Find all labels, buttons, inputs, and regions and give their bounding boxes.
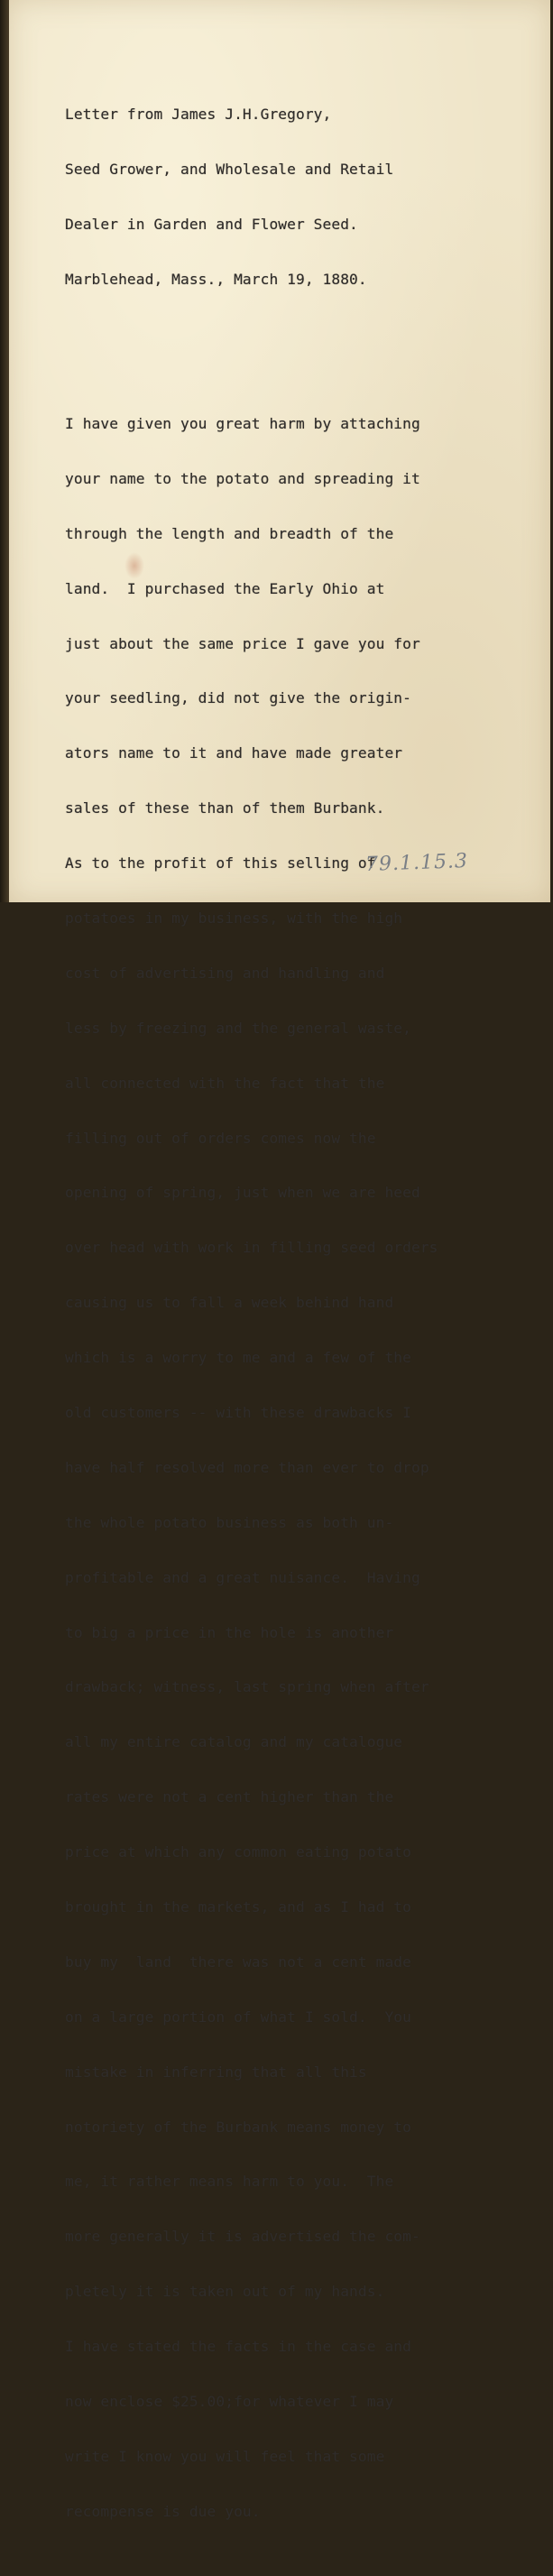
body-line: causing us to fall a week behind hand bbox=[65, 1294, 394, 1312]
body-line: on a large portion of what I sold. You bbox=[65, 2008, 411, 2026]
body-line: drawback; witness, last spring when after bbox=[65, 1678, 429, 1696]
header-line: Dealer in Garden and Flower Seed. bbox=[65, 215, 358, 233]
body-line: buy my land there was not a cent made bbox=[65, 1953, 411, 1971]
header-line: Seed Grower, and Wholesale and Retail bbox=[65, 161, 394, 179]
body-line: which is a worry to me and a few of the bbox=[65, 1349, 411, 1367]
body-line: less by freezing and the general waste, bbox=[65, 1019, 411, 1037]
body-line: opening of spring, just when we are heed bbox=[65, 1184, 420, 1202]
body-line: all my entire catalog and my catalogue bbox=[65, 1733, 403, 1751]
letter-header bbox=[65, 69, 438, 326]
header-line: Letter from James J.H.Gregory, bbox=[65, 106, 332, 124]
body-line: write I know you will feel that some bbox=[65, 2447, 385, 2465]
body-line: sales of these than of them Burbank. bbox=[65, 799, 385, 817]
body-line: all connected with the fact that the bbox=[65, 1074, 385, 1092]
body-line: recompense is due you. bbox=[65, 2502, 261, 2520]
body-line: ators name to it and have made greater bbox=[65, 744, 403, 762]
body-line: over head with work in filling seed orders bbox=[65, 1239, 438, 1257]
archive-number: 79.1.15.3 bbox=[364, 850, 469, 876]
body-line: mistake in inferring that all this bbox=[65, 2063, 367, 2081]
typed-letter bbox=[65, 32, 438, 2576]
body-line: potatoes in my business, with the high bbox=[65, 909, 403, 927]
body-line: me, it rather means harm to you. The bbox=[65, 2173, 394, 2191]
body-line: price at which any common eating potato bbox=[65, 1843, 411, 1861]
body-line: rates were not a cent higher than the bbox=[65, 1788, 394, 1806]
body-line: land. I purchased the Early Ohio at bbox=[65, 579, 385, 597]
body-line: have half resolved more than ever to drop bbox=[65, 1458, 429, 1476]
body-line: just about the same price I gave you for bbox=[65, 634, 420, 652]
body-line: profitable and a great nuisance. Having bbox=[65, 1568, 420, 1586]
body-line: your seedling, did not give the origin- bbox=[65, 689, 411, 707]
body-line: your name to the potato and spreading it bbox=[65, 469, 420, 487]
body-line: to big a price in the hole is another bbox=[65, 1623, 394, 1641]
body-line: I have given you great harm by attaching bbox=[65, 414, 420, 432]
letter-body bbox=[65, 378, 438, 2557]
body-line: notoriety of the Burbank means money to bbox=[65, 2118, 411, 2136]
body-line: through the length and breadth of the bbox=[65, 524, 394, 542]
body-line: cost of advertising and handling and bbox=[65, 964, 385, 982]
scan-edge bbox=[0, 0, 9, 902]
body-line: old customers -- with these drawbacks I bbox=[65, 1403, 411, 1421]
body-line: the whole potato business as both un- bbox=[65, 1513, 394, 1531]
body-line: As to the profit of this selling of bbox=[65, 854, 376, 873]
body-line: more generally it is advertised the com- bbox=[65, 2228, 420, 2246]
body-line: filling out of orders comes now the bbox=[65, 1129, 376, 1147]
body-line: brought in the markets, and as I had to bbox=[65, 1897, 411, 1916]
header-line: Marblehead, Mass., March 19, 1880. bbox=[65, 270, 367, 288]
body-line: pletely it is taken out of my hands. bbox=[65, 2283, 385, 2301]
body-line: I have stated the facts in the case and bbox=[65, 2338, 411, 2356]
body-line: now enclose $25.00;for whatever I may bbox=[65, 2393, 394, 2410]
